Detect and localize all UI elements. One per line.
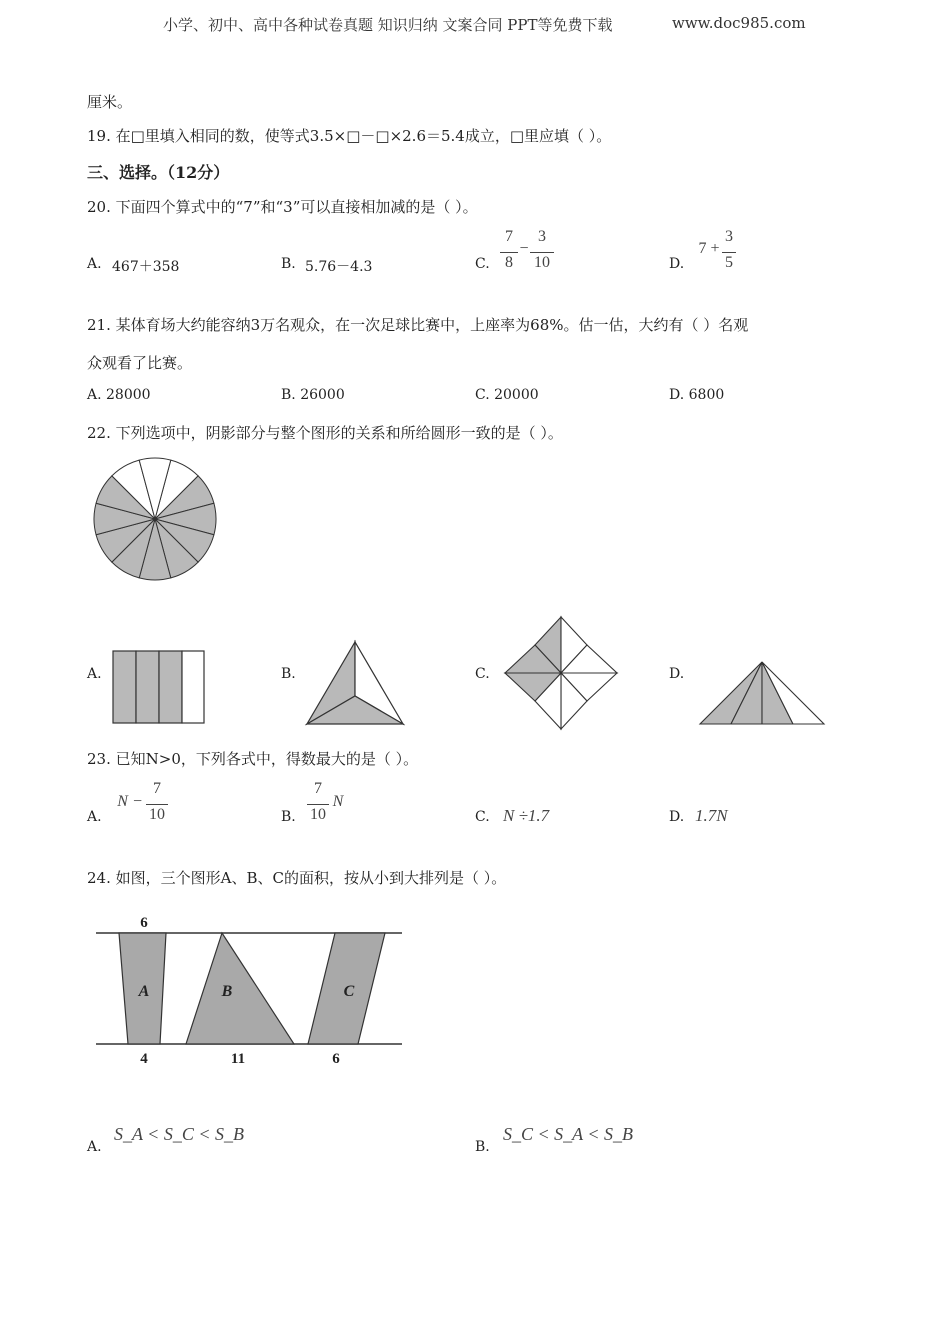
- q23-option-c-label[interactable]: C.: [475, 809, 490, 825]
- fraction-bar: [722, 252, 736, 253]
- q21-option-a[interactable]: A. 28000: [87, 387, 151, 403]
- label-c: C: [343, 983, 355, 1000]
- q24-option-b[interactable]: S_C < S_A < S_B: [503, 1124, 633, 1144]
- numerator: 3: [538, 228, 546, 245]
- numerator: 7: [153, 780, 161, 797]
- q23-option-b-label[interactable]: B.: [281, 809, 296, 825]
- q22-option-b-label[interactable]: B.: [281, 666, 296, 682]
- denominator: 10: [310, 806, 326, 823]
- label-a: A: [138, 983, 150, 1000]
- q20-option-a[interactable]: 467＋358: [112, 259, 180, 275]
- question-20: 20. 下面四个算式中的“7”和“3”可以直接相加减的是（ ）。: [87, 198, 478, 216]
- denominator: 5: [725, 254, 733, 271]
- q20-c-fraction1: [500, 228, 518, 274]
- header-link[interactable]: www.doc985.com: [672, 14, 806, 32]
- carry-text: 厘米。: [87, 93, 133, 111]
- q20-option-b[interactable]: 5.76－4.3: [305, 259, 373, 275]
- denominator: 10: [534, 254, 550, 271]
- q23-option-c[interactable]: N ÷1.7: [503, 806, 550, 825]
- q21-option-c[interactable]: C. 20000: [475, 387, 539, 403]
- q24-figure: [94, 910, 406, 1070]
- numerator: 7: [314, 780, 322, 797]
- q22-option-d-figure[interactable]: [698, 660, 826, 726]
- q22-option-a-label[interactable]: A.: [87, 666, 102, 682]
- rect-strip-shaded: [136, 651, 159, 723]
- q20-c-operator: −: [519, 240, 529, 257]
- q24-option-b-label[interactable]: B.: [475, 1139, 490, 1155]
- q21-option-b[interactable]: B. 26000: [281, 387, 345, 403]
- q20-option-b-label[interactable]: B.: [281, 256, 296, 272]
- rect-strip-blank: [182, 651, 204, 723]
- q23-option-a-label[interactable]: A.: [87, 809, 102, 825]
- q22-option-b-figure[interactable]: [305, 640, 405, 726]
- q20-option-a-label[interactable]: A.: [87, 256, 102, 272]
- q20-c-fraction2: [530, 228, 554, 274]
- q20-option-c-label[interactable]: C.: [475, 256, 490, 272]
- question-22: 22. 下列选项中，阴影部分与整个图形的关系和所给圆形一致的是（ ）。: [87, 424, 563, 442]
- q22-option-c-label[interactable]: C.: [475, 666, 490, 682]
- q23-a-fraction: [146, 780, 168, 826]
- rect-strip-shaded: [113, 651, 136, 723]
- q23-a-prefix: N −: [117, 793, 143, 810]
- rect-strip-shaded: [159, 651, 182, 723]
- label-b: B: [221, 983, 233, 1000]
- question-21-line1: 21. 某体育场大约能容纳3万名观众，在一次足球比赛中，上座率为68%。估一估，大约有（ ）名观: [87, 316, 749, 334]
- numerator: 7: [505, 228, 513, 245]
- q22-option-d-label[interactable]: D.: [669, 666, 685, 682]
- header-left: 小学、初中、高中各种试卷真题 知识归纳 文案合同 PPT等免费下载: [163, 16, 613, 34]
- q23-b-fraction: [307, 780, 329, 826]
- reference-circle-figure: [92, 456, 218, 582]
- q24-option-a-label[interactable]: A.: [87, 1139, 102, 1155]
- denominator: 10: [149, 806, 165, 823]
- q20-option-d-label[interactable]: D.: [669, 256, 685, 272]
- question-19: 19. 在□里填入相同的数，使等式3.5×□－□×2.6＝5.4成立，□里应填（ ）。: [87, 127, 612, 145]
- question-23: 23. 已知N>0，下列各式中，得数最大的是（ ）。: [87, 750, 419, 768]
- q22-option-a-figure[interactable]: [112, 650, 206, 725]
- fraction-bar: [530, 252, 554, 253]
- section-title: 三、选择。（12分）: [87, 163, 230, 182]
- label-bottom-4: 4: [140, 1051, 148, 1067]
- q23-option-d[interactable]: 1.7N: [695, 806, 728, 825]
- label-bottom-6: 6: [332, 1051, 340, 1067]
- fraction-bar: [146, 804, 168, 805]
- q23-b-suffix: N: [332, 793, 344, 810]
- question-21-line2: 众观看了比赛。: [87, 354, 193, 372]
- label-bottom-11: 11: [230, 1051, 246, 1067]
- denominator: 8: [505, 254, 513, 271]
- numerator: 3: [725, 228, 733, 245]
- shape-b-triangle: [186, 933, 294, 1044]
- label-top-6: 6: [140, 915, 148, 931]
- question-24: 24. 如图，三个图形A、B、C的面积，按从小到大排列是（ ）。: [87, 869, 507, 887]
- q21-option-d[interactable]: D. 6800: [669, 387, 725, 403]
- fraction-bar: [500, 252, 518, 253]
- q22-option-c-figure[interactable]: [503, 615, 619, 731]
- fraction-bar: [307, 804, 329, 805]
- q23-option-d-label[interactable]: D.: [669, 809, 685, 825]
- q20-d-whole: 7 +: [698, 240, 720, 257]
- q20-d-fraction: [722, 228, 736, 274]
- q24-option-a[interactable]: S_A < S_C < S_B: [114, 1124, 244, 1144]
